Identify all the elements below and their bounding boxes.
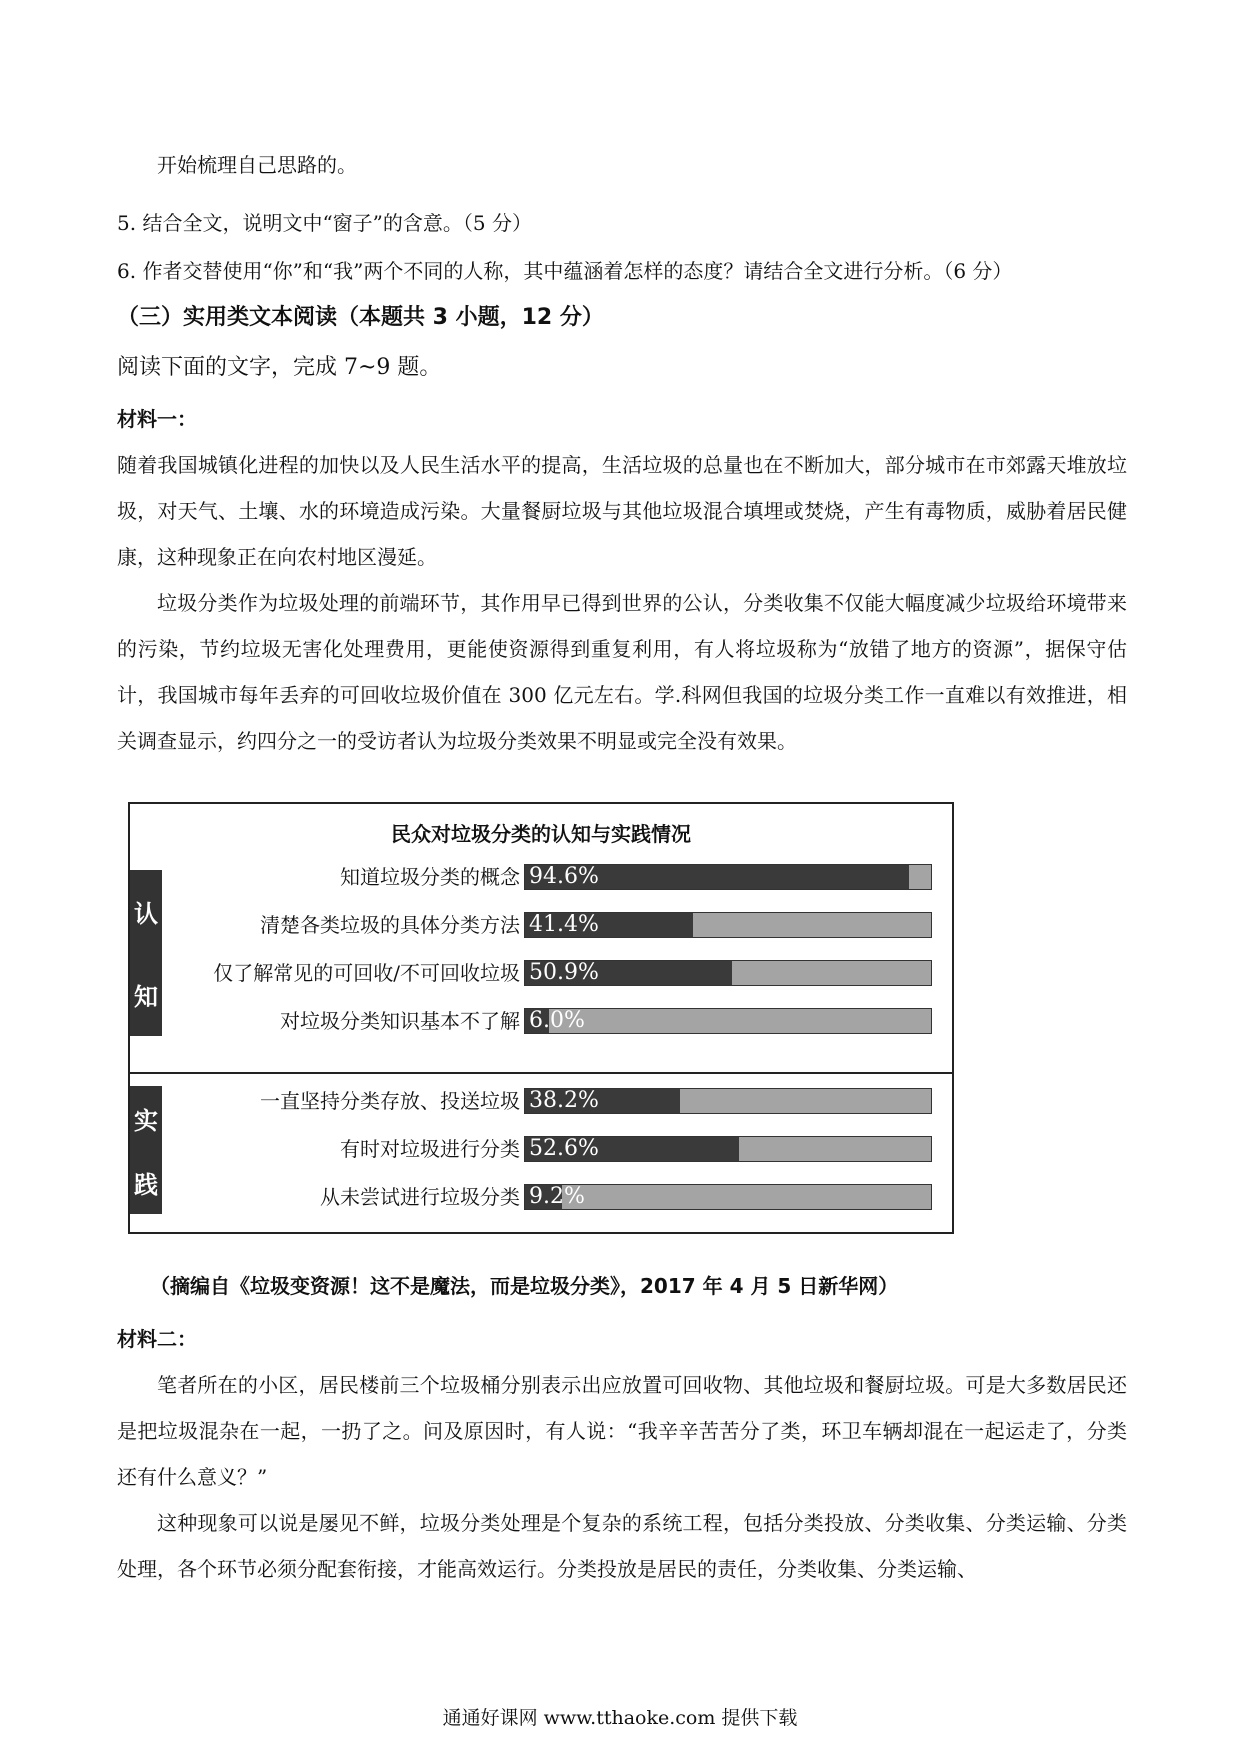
data-label: 50.9% [529,960,599,985]
awareness-practice-chart [128,802,954,1234]
data-label: 9.2% [529,1184,585,1209]
data-label: 52.6% [529,1136,599,1161]
source-citation: （摘编自《垃圾变资源！这不是魔法，而是垃圾分类》，2017 年 4 月 5 日新华网） [150,1274,899,1298]
chart-row [130,1086,952,1116]
bar-track [524,960,932,986]
bar-track [524,864,932,890]
chart-row [130,862,952,892]
instruction: 阅读下面的文字，完成 7~9 题。 [117,355,442,380]
section-heading: （三）实用类文本阅读（本题共 3 小题，12 分） [117,305,604,330]
category-label: 有时对垃圾进行分类 [340,1137,520,1161]
paragraph: 垃圾分类作为垃圾处理的前端环节，其作用早已得到世界的公认，分类收集不仅能大幅度减少垃圾给环境带来的污染，节约垃圾无害化处理费用，更能使资源得到重复利用，有人将垃圾称为“放错了地方的资源”，据保守估计，我国城市每年丢弃的可回收垃圾价值在 300 亿元左右。学.科网但我国的垃圾分类工作一直难以有效推进，相关调查显示，约四分之一的受访者认为垃圾分类效果不明显或完全没有效果。 [117,591,1127,753]
text-line: 开始梳理自己思路的。 [157,153,357,177]
material-1-body [117,442,1127,764]
paragraph: 笔者所在的小区，居民楼前三个垃圾桶分别表示出应放置可回收物、其他垃圾和餐厨垃圾。可是大多数居民还是把垃圾混杂在一起，一扔了之。问及原因时，有人说：“我辛辛苦苦分了类，环卫车辆却混在一起运走了，分类还有什么意义？” [117,1373,1127,1489]
material-1-label: 材料一： [117,407,197,431]
data-label: 41.4% [529,912,599,937]
question-5: 5. 结合全文，说明文中“窗子”的含意。（5 分） [117,211,532,235]
group-label-char: 认 [134,900,158,928]
chart-row [130,1182,952,1212]
category-label: 知道垃圾分类的概念 [340,865,520,889]
chart-row [130,1006,952,1036]
category-label: 对垃圾分类知识基本不了解 [280,1009,520,1033]
data-label: 94.6% [529,864,599,889]
paragraph: 这种现象可以说是屡见不鲜，垃圾分类处理是个复杂的系统工程，包括分类投放、分类收集、分类运输、分类处理，各个环节必须分配套衔接，才能高效运行。分类投放是居民的责任，分类收集、分类运输、 [117,1511,1127,1581]
bar-track [524,912,932,938]
category-label: 清楚各类垃圾的具体分类方法 [260,913,520,937]
bar-track [524,1136,932,1162]
category-label: 一直坚持分类存放、投送垃圾 [260,1089,520,1113]
category-label: 从未尝试进行垃圾分类 [320,1185,520,1209]
paragraph: 随着我国城镇化进程的加快以及人民生活水平的提高，生活垃圾的总量也在不断加大，部分城市在市郊露天堆放垃圾，对天气、土壤、水的环境造成污染。大量餐厨垃圾与其他垃圾混合填埋或焚烧，产生有毒物质，威胁着居民健康，这种现象正在向农村地区漫延。 [117,453,1127,569]
group-label-char: 知 [134,983,158,1011]
question-6: 6. 作者交替使用“你”和“我”两个不同的人称，其中蕴涵着怎样的态度？请结合全文进行分析。（6 分） [117,259,1013,283]
chart-row [130,958,952,988]
group-divider [130,1072,952,1074]
chart-row [130,910,952,940]
chart-row [130,1134,952,1164]
bar-track [524,1008,932,1034]
bar-track [524,1184,932,1210]
material-2-label: 材料二： [117,1327,197,1351]
group-label-char: 践 [134,1170,158,1199]
data-label: 6.0% [529,1008,585,1033]
data-label: 38.2% [529,1088,599,1113]
category-label: 仅了解常见的可回收/不可回收垃圾 [213,961,520,985]
bar-track [524,1088,932,1114]
page-footer: 通通好课网 www.tthaoke.com 提供下载 [442,1707,798,1729]
material-2-body [117,1362,1127,1592]
group-label-char: 实 [134,1106,158,1135]
chart-title: 民众对垃圾分类的认知与实践情况 [391,822,691,846]
